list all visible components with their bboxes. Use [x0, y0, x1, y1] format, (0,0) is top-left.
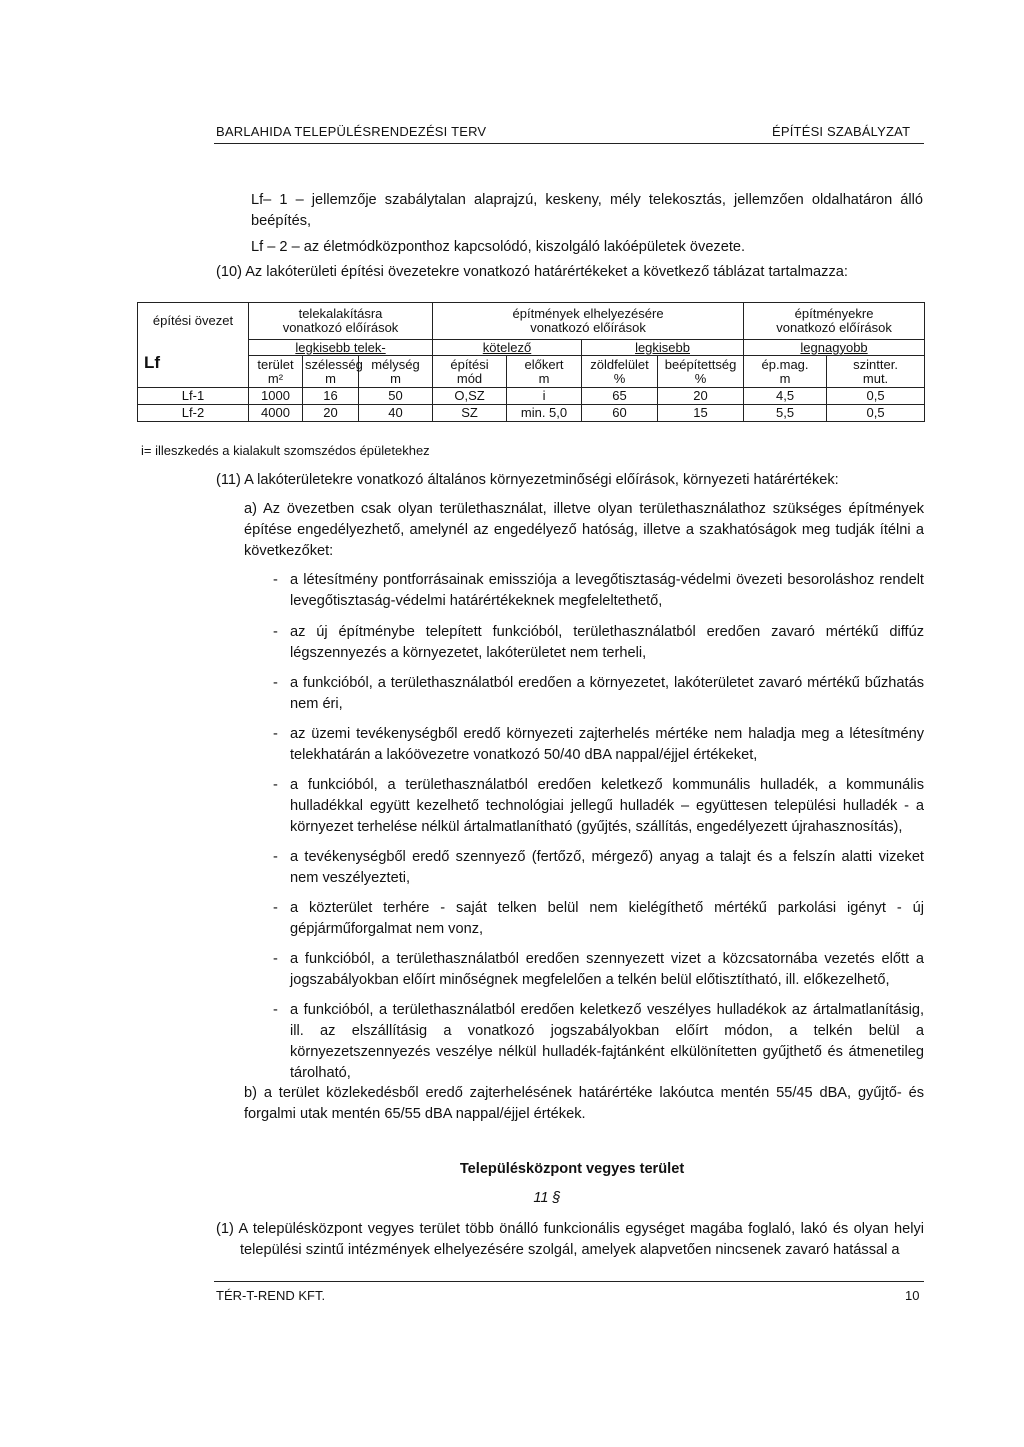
header-left: BARLAHIDA TELEPÜLÉSRENDEZÉSI TERV: [216, 124, 487, 139]
table-row: [138, 388, 925, 405]
table-cell: O,SZ: [433, 388, 507, 405]
table-cell: 15: [658, 405, 744, 422]
bullet-dash: -: [273, 572, 278, 588]
footer-left: TÉR-T-REND KFT.: [216, 1288, 326, 1303]
col-label: zöldfelület: [590, 356, 649, 372]
sub-legkisebb-telek: legkisebb telek-: [249, 340, 433, 356]
bullet-dash: -: [273, 951, 278, 967]
sub-legkisebb: legkisebb: [582, 340, 744, 356]
bullet-8: [273, 949, 924, 991]
bullet-dash: -: [273, 777, 278, 793]
paragraph-10: (10) Az lakóterületi építési övezetekre vonatkozó határértékeket a következő táblázat tartalmazza:: [216, 264, 848, 280]
bullet-text: az új építménybe telepített funkcióból, területhasználatból eredően zavaró mértékű diffúz légszennyezés a környezetet, lakóterületet nem terheli,: [290, 624, 924, 661]
table-cell: 16: [303, 388, 359, 405]
bullet-3: [273, 673, 924, 715]
bullet-dash: -: [273, 624, 278, 640]
table-cell: 20: [303, 405, 359, 422]
col-header: [658, 356, 744, 388]
bullet-text: a közterület terhére - saját telken belül nem kielégíthető mértékű parkolási igényt - új gépjárműforgalmat nem vonz,: [290, 900, 924, 937]
col-header: [433, 356, 507, 388]
table-cell: 60: [582, 405, 658, 422]
bullet-text: az üzemi tevékenységből eredő környezeti zajterhelés mértéke nem haladja meg a létesítmény telekhatárán a lakóövezetre vonatkozó 50/40 dBA nappal/éjjel értékeket,: [290, 726, 924, 763]
table-cell: 4,5: [744, 388, 827, 405]
col-unit: %: [694, 370, 707, 386]
bullet-text: a funkcióból, a területhasználatból eredően szennyezett vizet a közcsatornába vezetés előtt a jogszabályokban előírt minőségnek megfelelően a telkén belül előtisztítható, ill. előkezelhető,: [290, 951, 924, 988]
paragraph-sign: 11 §: [533, 1190, 561, 1206]
col-unit: m: [538, 370, 550, 386]
group3-line1: építményekre: [794, 306, 874, 321]
col-label: szintter.: [853, 356, 898, 372]
table-cell: 40: [359, 405, 433, 422]
group-telekalakitas: [249, 303, 433, 340]
bullet-text: a létesítmény pontforrásainak emissziója a levegőtisztaság-védelmi övezeti besoroláshoz rendelt levegőtisztaság-védelmi határértékeknek megfeleltethető,: [290, 572, 924, 609]
table-cell: 4000: [249, 405, 303, 422]
bullet-dash: -: [273, 1002, 278, 1018]
section-11-a: a) Az övezetben csak olyan területhasználat, illetve olyan területhasználathoz szükséges építmények építése engedélyezhető, amelynél az engedélyező hatóság, illetve a szakhatóságok meg tudják ítélni a következőket:: [244, 501, 924, 559]
col-unit: m: [779, 370, 791, 386]
section-p1: (1) A településközpont vegyes terület több önálló funkcionális egységet magába foglaló, lakó és olyan helyi települési szintű intézmények elhelyezésére szolgál, amelyek alapvetően nincsenek zavaró hatással a: [216, 1221, 924, 1258]
bullet-7: [273, 898, 924, 940]
col-unit: m: [325, 370, 336, 386]
group1-line2: vonatkozó előírások: [282, 320, 399, 335]
col-unit: %: [613, 370, 626, 386]
col-header: [827, 356, 925, 388]
table-cell: i: [507, 388, 582, 405]
bullet-text: a funkcióból, a területhasználatból eredően keletkező veszélyes hulladékok az ártalmatlanításig, ill. az elszállításig a vonatkozó jogszabályokban előírt módon, a telkén belül a környezetszennyezés veszélye nélkül hulladék-fajtánként elkülönítetten gyűjthető és átmenetileg tárolható,: [290, 1002, 924, 1081]
col-header: [359, 356, 433, 388]
bullet-text: a funkcióból, a területhasználatból eredően a környezetet, lakóterületet zavaró mértékű bűzhatás nem éri,: [290, 675, 924, 712]
intro-lf2: Lf – 2 – az életmódközponthoz kapcsolódó, kiszolgáló lakóépületek övezete.: [251, 239, 746, 255]
zone-header: építési övezet: [138, 303, 249, 340]
zone-code: Lf: [138, 340, 249, 388]
table-cell: 50: [359, 388, 433, 405]
bullet-5: [273, 775, 924, 838]
header-right: ÉPÍTÉSI SZABÁLYZAT: [772, 124, 911, 139]
table-cell: 20: [658, 388, 744, 405]
col-header: [303, 356, 363, 388]
col-header: [582, 356, 658, 388]
bullet-dash: -: [273, 849, 278, 865]
header-rule: [214, 143, 924, 144]
col-label: előkert: [524, 356, 564, 372]
table-cell: min. 5,0: [507, 405, 582, 422]
group-epitmenyekre: [744, 303, 925, 340]
col-unit: mut.: [862, 370, 889, 386]
bullet-text: a funkcióból, a területhasználatból eredően keletkező kommunális hulladék, a kommunális hulladékkal együtt kezelhető technológiai jellegű hulladék – együttesen települési hulladék - a környezet terhelése nélkül ártalmatlanítható (gyűjtés, szállítás, engedélyezett újrahasznosítás),: [290, 777, 924, 835]
bullet-dash: -: [273, 726, 278, 742]
col-label: szélesség: [305, 356, 363, 372]
col-label: terület: [257, 356, 294, 372]
col-label: építési: [450, 356, 489, 372]
section-11-b: b) a terület közlekedésből eredő zajterhelésének határértéke lakóutca mentén 55/45 dBA, gyűjtő- és forgalmi utak mentén 65/55 dBA nappal/éjjel értékek.: [244, 1085, 924, 1122]
bullet-dash: -: [273, 675, 278, 691]
section-heading: Településközpont vegyes terület: [459, 1161, 685, 1177]
footer-rule: [214, 1281, 924, 1282]
bullet-text: a tevékenységből eredő szennyező (fertőző, mérgező) anyag a talajt és a felszín alatti vizeket nem veszélyezteti,: [290, 849, 924, 886]
table-row: [138, 405, 925, 422]
page-number: 10: [905, 1288, 920, 1303]
group3-line2: vonatkozó előírások: [776, 320, 892, 335]
col-label: beépítettség: [664, 356, 737, 372]
col-label: mélység: [371, 356, 420, 372]
intro-lf1: Lf– 1 – jellemzője szabálytalan alaprajzú, keskeny, mély telekosztás, jellemzően oldalhatáron álló beépítés,: [251, 192, 923, 229]
zoning-table: [137, 302, 925, 422]
col-header: [744, 356, 827, 388]
group2-line2: vonatkozó előírások: [530, 320, 646, 335]
table-cell: 5,5: [744, 405, 827, 422]
section-11-title: (11) A lakóterületekre vonatkozó általános környezetminőségi előírások, környezeti határértékek:: [216, 472, 839, 488]
table-cell: 65: [582, 388, 658, 405]
bullet-dash: -: [273, 900, 278, 916]
row-zone: Lf-1: [138, 388, 249, 405]
table-cell: 1000: [249, 388, 303, 405]
bullet-1: [273, 570, 924, 612]
sub-kotelezo: kötelező: [433, 340, 582, 356]
group-elhelyezes: [433, 303, 744, 340]
table-cell: SZ: [433, 405, 507, 422]
col-label: ép.mag.: [761, 356, 809, 372]
col-unit: m²: [267, 370, 284, 386]
table-cell: 0,5: [827, 405, 925, 422]
col-unit: m: [390, 370, 401, 386]
bullet-2: [273, 622, 924, 664]
row-zone: Lf-2: [138, 405, 249, 422]
group1-line1: telekalakításra: [298, 306, 383, 321]
col-unit: mód: [456, 370, 483, 386]
sub-legnagyobb: legnagyobb: [744, 340, 925, 356]
bullet-9: [273, 1000, 924, 1084]
bullet-6: [273, 847, 924, 889]
col-header: [507, 356, 582, 388]
bullet-4: [273, 724, 924, 766]
table-cell: 0,5: [827, 388, 925, 405]
table-footnote: i= illeszkedés a kialakult szomszédos épületekhez: [141, 443, 430, 458]
col-header: [249, 356, 303, 388]
group2-line1: építmények elhelyezésére: [512, 306, 664, 321]
